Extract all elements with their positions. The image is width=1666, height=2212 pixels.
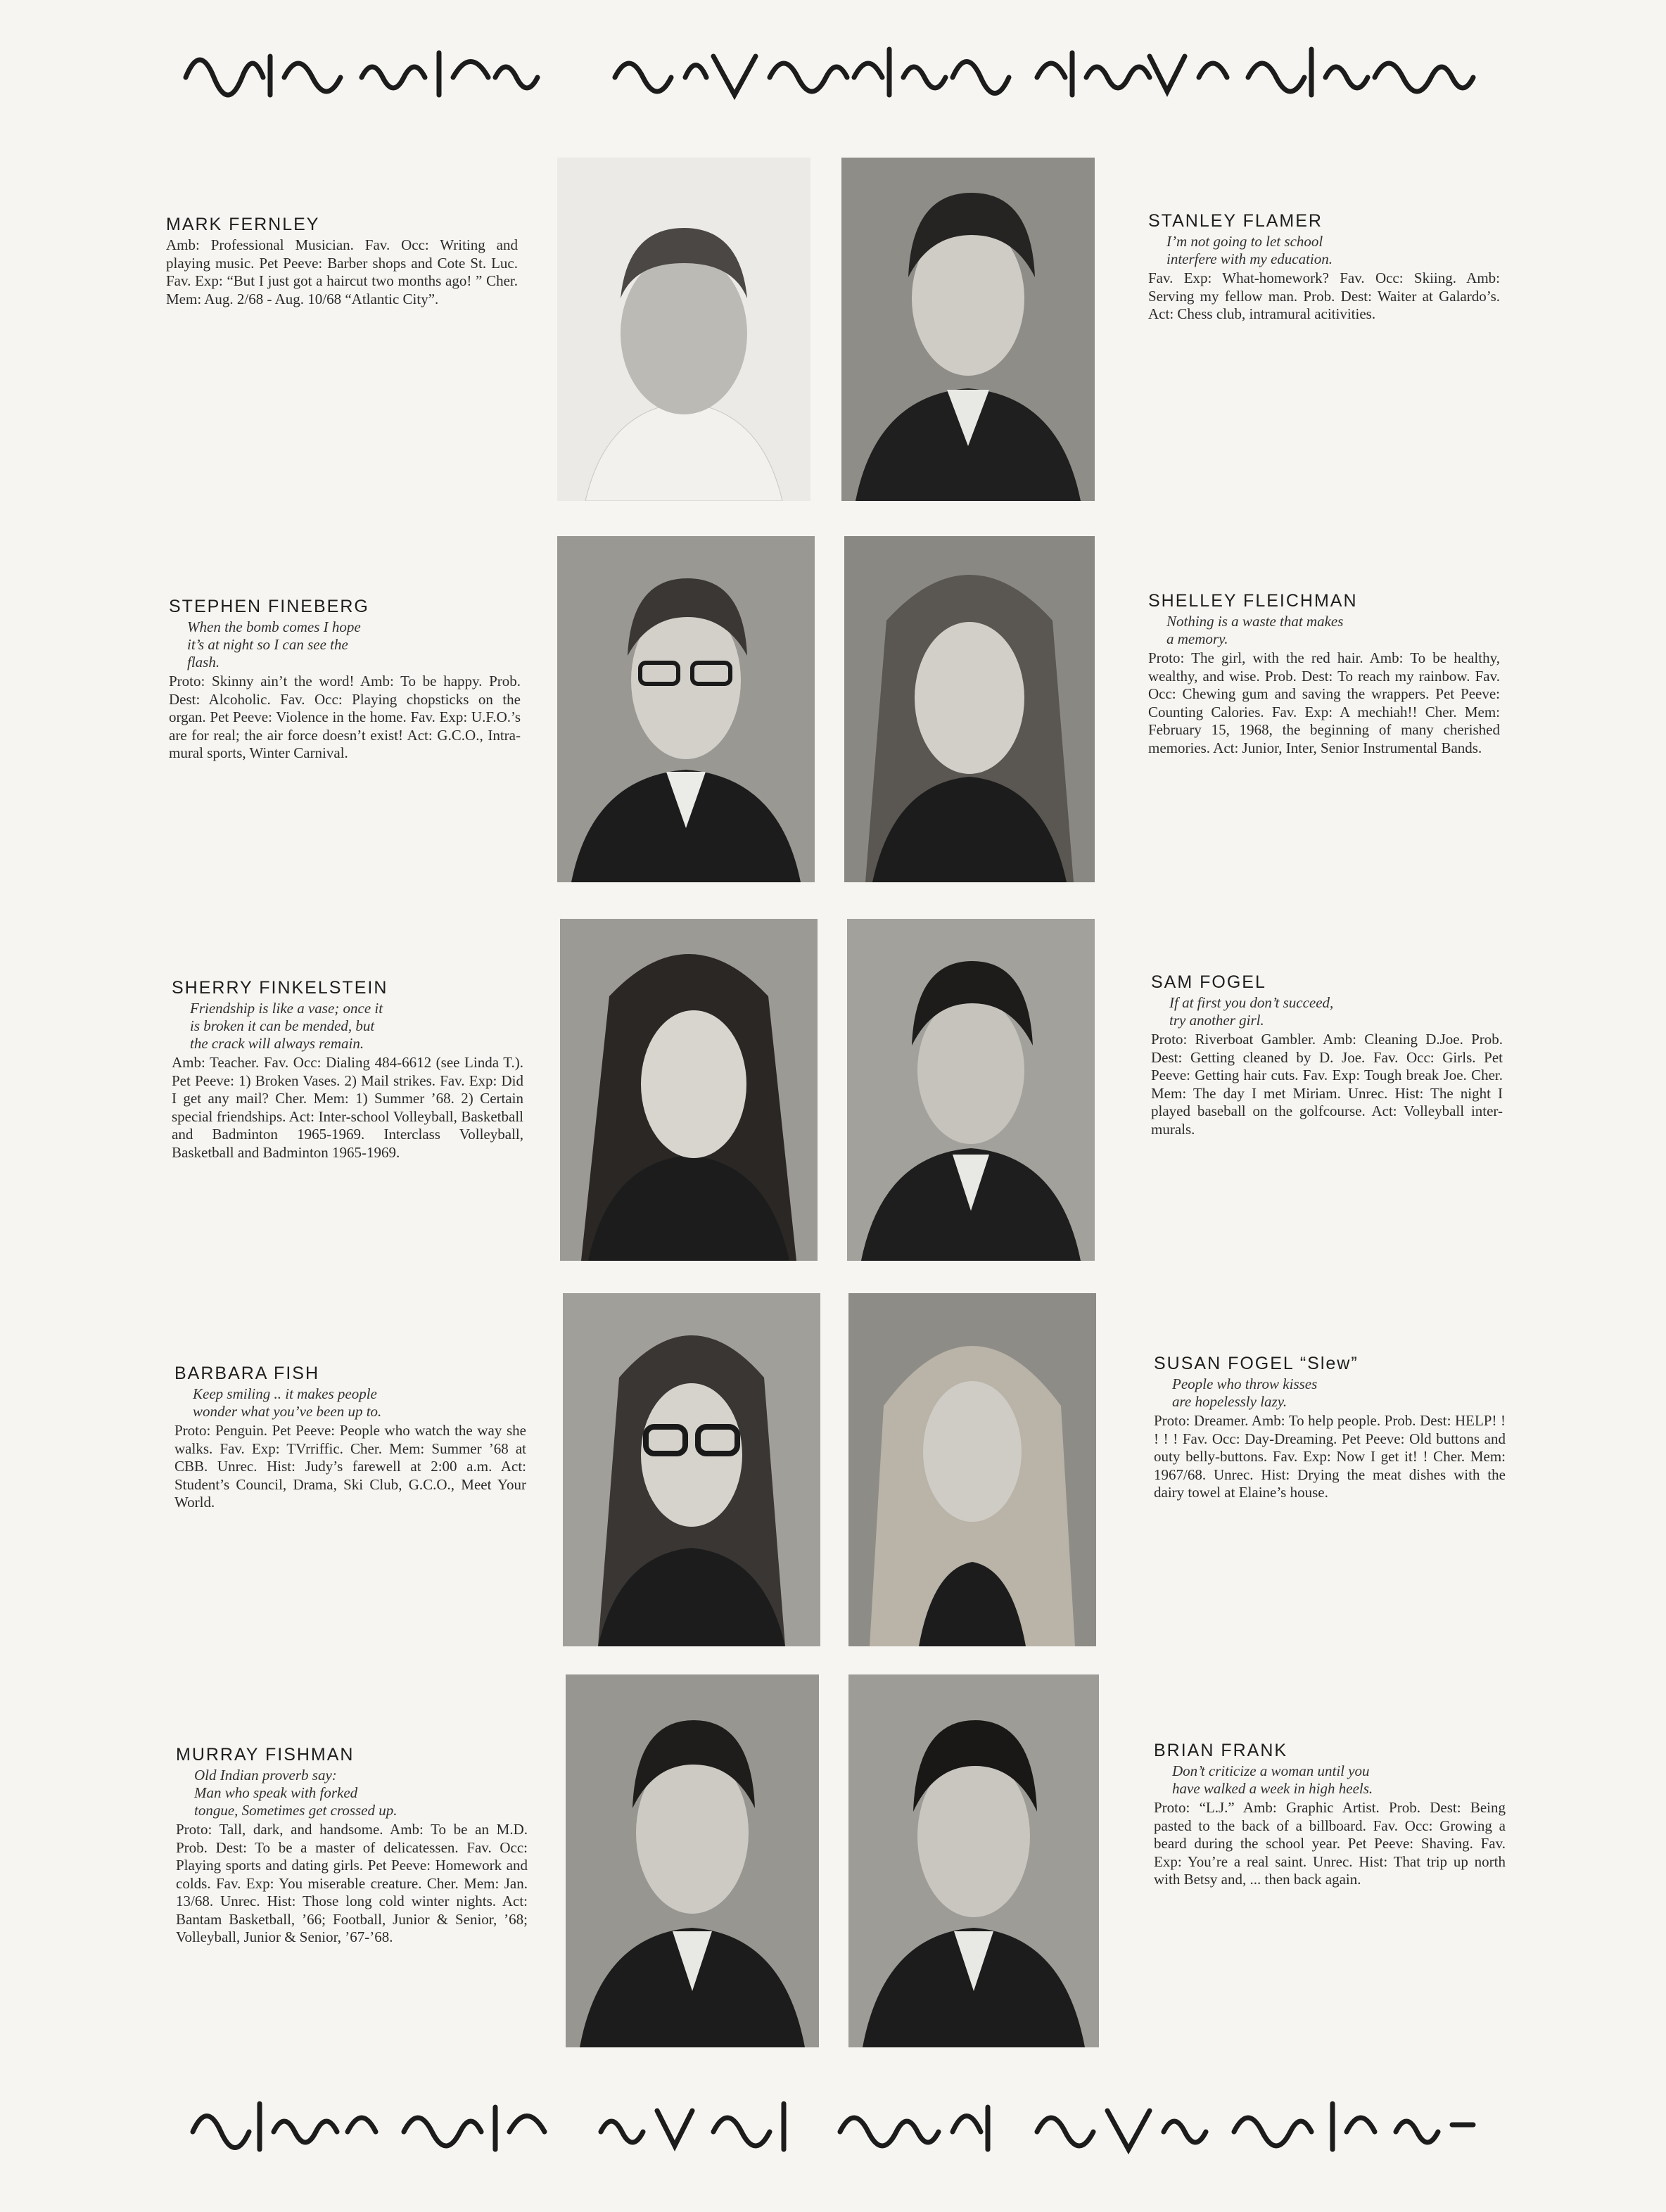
student-name: BRIAN FRANK — [1154, 1741, 1288, 1760]
elvish-script-top — [179, 28, 1487, 106]
portrait-image — [566, 1674, 819, 2047]
portrait-image — [844, 536, 1095, 882]
student-bio: Proto: Penguin. Pet Peeve: People who watch the way she walks. Fav. Exp: TVrriffic. Cher. Mem: Summer ’68 at CBB. Unrec. Hist: Judy’s farewell at 2:00 a.m. Act: Student’s Council, Drama, Ski Club, G.C.O., Meet Your World. — [174, 1422, 526, 1511]
portrait-image — [848, 1674, 1099, 2047]
student-entry-brian-frank — [1154, 1741, 1506, 1889]
student-name: MARK FERNLEY — [166, 215, 320, 234]
portrait-image — [847, 919, 1095, 1261]
student-bio: Proto: The girl, with the red hair. Amb: To be healthy, wealthy, and wise. Prob. Dest: To reach my rainbow. Fav. Occ: Chewing gum and saving the wrappers. Pet Peeve: Counting Calories. Fav. Exp: A mechiah!! Cher. Mem: February 15, 1968, the beginning of many cherished memories. Act: Junior, Inter, Senior Instrumental Bands. — [1148, 649, 1500, 756]
student-name: STEPHEN FINEBERG — [169, 597, 369, 616]
student-entry-murray-fishman — [176, 1745, 528, 1947]
portrait-image — [557, 536, 815, 882]
portrait-photo-sam-fogel — [847, 919, 1095, 1261]
student-name: SAM FOGEL — [1151, 972, 1266, 992]
top-script-banner — [0, 21, 1666, 113]
portrait-photo-mark-fernley — [557, 158, 810, 501]
portrait-photo-sherry-finkelstein — [560, 919, 818, 1261]
portrait-image — [563, 1293, 820, 1646]
portrait-image — [557, 158, 810, 501]
student-quote: Friendship is like a vase; once it is broken it can be mended, but the crack will always remain. — [190, 1000, 383, 1052]
student-bio: Fav. Exp: What-homework? Fav. Occ: Skiing. Amb: Serving my fellow man. Prob. Dest: Waiter at Galardo’s. Act: Chess club, intramural acitivities. — [1148, 269, 1500, 322]
student-quote: People who throw kisses are hopelessly lazy. — [1172, 1375, 1318, 1410]
student-bio: Proto: Riverboat Gambler. Amb: Cleaning D.Joe. Prob. Dest: Getting cleaned by D. Joe. Fav. Occ: Girls. Pet Peeve: Getting hair cuts. Fav. Exp: Tough break Joe. Cher. Mem: The day I met Miriam. Unrec. Hist: The night I played baseball on the golfcourse. Act: Volleyball inter-murals. — [1151, 1031, 1503, 1138]
student-name: STANLEY FLAMER — [1148, 211, 1323, 231]
student-name: MURRAY FISHMAN — [176, 1745, 355, 1765]
portrait-photo-murray-fishman — [566, 1674, 819, 2047]
student-name: SUSAN FOGEL “Slew” — [1154, 1354, 1359, 1373]
student-entry-shelley-fleichman — [1148, 591, 1500, 757]
student-entry-sherry-finkelstein — [172, 978, 523, 1162]
student-entry-stanley-flamer — [1148, 211, 1500, 324]
student-quote: Don’t criticize a woman until you have walked a week in high heels. — [1172, 1762, 1373, 1797]
student-quote: Nothing is a waste that makes a memory. — [1166, 613, 1344, 647]
student-bio: Proto: Tall, dark, and handsome. Amb: To be an M.D. Prob. Dest: To be a master of delicatessen. Fav. Occ: Playing sports and dating girls. Pet Peeve: Homework and colds. Fav. Exp: You miserable creature. Cher. Mem: Jan. 13/68. Unrec. Hist: Those long cold winter nights. Act: Bantam Basketball, ’66; Football, Junior & Senior, ’68; Volleyball, Junior & Senior, ’67-’68. — [176, 1821, 528, 1945]
student-bio: Proto: “L.J.” Amb: Graphic Artist. Prob. Dest: Being pasted to the back of a billboard. Fav. Occ: Growing a beard during the school year. Pet Peeve: Shaving. Fav. Exp: You’re a real saint. Unrec. Hist: That trip up north with Betsy and, ... then back again. — [1154, 1799, 1506, 1888]
student-name: BARBARA FISH — [174, 1364, 319, 1383]
student-bio: Proto: Dreamer. Amb: To help people. Prob. Dest: HELP! ! ! ! ! Fav. Occ: Day-Dreaming. Pet Peeve: Old buttons and outy belly-buttons. Fav. Exp: Now I get it! ! Cher. Mem: 1967/68. Unrec. Hist: Drying the meat dishes with the dairy towel at Elaine’s house. — [1154, 1412, 1506, 1501]
student-name: SHELLEY FLEICHMAN — [1148, 591, 1358, 611]
student-bio: Amb: Teacher. Fav. Occ: Dialing 484-6612 (see Linda T.). Pet Peeve: 1) Broken Vases. 2) Mail strikes. Fav. Exp: Did I get any mail? Cher. Mem: 1) Summer ’68. 2) Certain special friendships. Act: Inter-school Volleyball, Basketball and Badminton 1965-1969. Interclass Volleyball, Basketball and Badminton 1965-1969. — [172, 1054, 523, 1161]
portrait-photo-susan-fogel — [848, 1293, 1096, 1646]
portrait-photo-stephen-fineberg — [557, 536, 815, 882]
student-bio: Amb: Professional Musician. Fav. Occ: Writing and playing music. Pet Peeve: Barber shops and Cote St. Luc. Fav. Exp: “But I just got a haircut two months ago! ” Cher. Mem: Aug. 2/68 - Aug. 10/68 “Atlantic City”. — [166, 236, 518, 307]
student-bio: Proto: Skinny ain’t the word! Amb: To be happy. Prob. Dest: Alcoholic. Fav. Occ: Playing chopsticks on the organ. Pet Peeve: Violence in the home. Fav. Exp: U.F.O.’s are for real; the air force doesn’t exist! Act: G.C.O., Intra-mural sports, Winter Carnival. — [169, 673, 521, 761]
portrait-photo-brian-frank — [848, 1674, 1099, 2047]
student-entry-barbara-fish — [174, 1364, 526, 1512]
student-name: SHERRY FINKELSTEIN — [172, 978, 388, 998]
portrait-image — [841, 158, 1095, 501]
portrait-photo-shelley-fleichman — [844, 536, 1095, 882]
portrait-photo-stanley-flamer — [841, 158, 1095, 501]
portrait-photo-barbara-fish — [563, 1293, 820, 1646]
student-quote: Old Indian proverb say: Man who speak with forked tongue, Sometimes get crossed up. — [194, 1767, 398, 1819]
portrait-image — [848, 1293, 1096, 1646]
student-entry-stephen-fineberg — [169, 597, 521, 763]
student-entry-mark-fernley — [166, 215, 518, 308]
student-entry-susan-fogel — [1154, 1354, 1506, 1502]
elvish-script-bottom — [179, 2083, 1487, 2160]
student-quote: When the bomb comes I hope it’s at night so I can see the flash. — [187, 618, 361, 670]
bottom-script-banner — [0, 2076, 1666, 2167]
portrait-image — [560, 919, 818, 1261]
student-entry-sam-fogel — [1151, 972, 1503, 1138]
student-quote: If at first you don’t succeed, try another girl. — [1169, 994, 1334, 1029]
student-quote: I’m not going to let school interfere with my education. — [1166, 233, 1333, 267]
student-quote: Keep smiling .. it makes people wonder what you’ve been up to. — [193, 1385, 382, 1420]
